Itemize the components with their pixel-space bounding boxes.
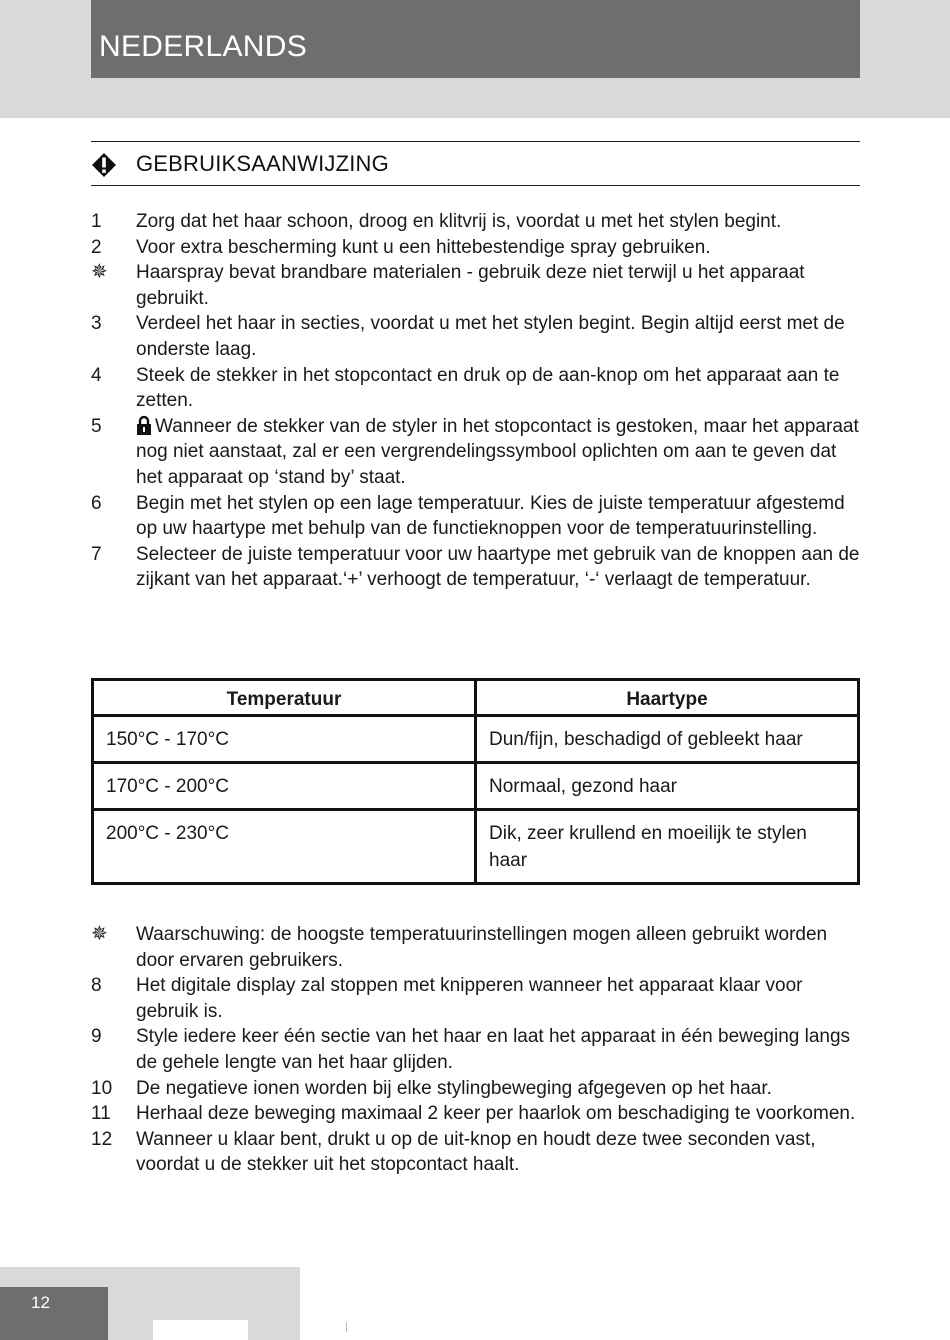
- step-10: [91, 1076, 866, 1102]
- page-number: 12: [31, 1293, 50, 1312]
- instruction-list: [91, 209, 866, 593]
- section-header: [91, 141, 860, 186]
- step-text: Wanneer u klaar bent, drukt u op de uit-knop en houdt deze twee seconden vast, voordat u de stekker uit het stopcontact haalt.: [136, 1128, 816, 1176]
- step-3: [91, 311, 866, 362]
- step-1: [91, 209, 866, 235]
- table-row: [93, 763, 859, 810]
- language-title: NEDERLANDS: [99, 30, 308, 63]
- table-row: [93, 810, 859, 884]
- caution-text: Haarspray bevat brandbare materialen - gebruik deze niet terwijl u het apparaat gebruikt.: [136, 262, 805, 309]
- temperature-cell: 170°C - 200°C: [93, 763, 476, 810]
- step-4: [91, 363, 866, 414]
- section-title: GEBRUIKSAANWIJZING: [136, 151, 389, 176]
- step-12: [91, 1127, 866, 1178]
- hairtype-cell: Dik, zeer krullend en moeilijk te stylen haar: [476, 810, 859, 884]
- step-6: [91, 491, 866, 542]
- step-7: [91, 542, 866, 593]
- table-row: [93, 716, 859, 763]
- temperature-cell: 200°C - 230°C: [93, 810, 476, 884]
- step-text: Wanneer de stekker van de styler in het stopcontact is gestoken, maar het apparaat nog niet aanstaat, zal er een vergrendelingssymbool oplichten om aan te geven dat het apparaat op ‘stand by’ staat.: [136, 415, 859, 488]
- step-9: [91, 1024, 866, 1075]
- step-8: [91, 973, 866, 1024]
- starburst-icon: ✵: [91, 923, 108, 945]
- step-number: 9: [91, 1026, 102, 1048]
- lock-icon: [136, 415, 152, 435]
- step-text: Herhaal deze beweging maximaal 2 keer per haarlok om beschadiging te voorkomen.: [136, 1103, 856, 1125]
- step-number: 2: [91, 236, 102, 258]
- language-header: [91, 0, 860, 78]
- step-2: [91, 235, 866, 261]
- column-header-hairtype: Haartype: [476, 680, 859, 716]
- step-number: 1: [91, 211, 102, 232]
- step-number: 5: [91, 415, 102, 437]
- footer-decoration: [153, 1320, 248, 1340]
- step-5: [91, 414, 866, 491]
- step-number: 12: [91, 1128, 113, 1150]
- step-text: Voor extra bescherming kunt u een hittebestendige spray gebruiken.: [136, 236, 711, 258]
- step-text: Zorg dat het haar schoon, droog en klitvrij is, voordat u met het stylen begint.: [136, 211, 782, 232]
- warning-text: Waarschuwing: de hoogste temperatuurinstellingen mogen alleen gebruikt worden door ervaren gebruikers.: [136, 924, 828, 971]
- step-number: 4: [91, 364, 102, 386]
- step-text: Begin met het stylen op een lage temperatuur. Kies de juiste temperatuur afgestemd op uw haartype met behulp van de functieknoppen voor de temperatuurinstelling.: [136, 492, 845, 540]
- hairtype-cell: Normaal, gezond haar: [476, 763, 859, 810]
- step-text: Selecteer de juiste temperatuur voor uw haartype met gebruik van de knoppen aan de zijkant van het apparaat.‘+’ verhoogt de temperatuur, ‘-‘ verlaagt de temperatuur.: [136, 543, 860, 591]
- step-text: Steek de stekker in het stopcontact en druk op de aan-knop om het apparaat aan te zetten.: [136, 364, 840, 412]
- temperature-cell: 150°C - 170°C: [93, 716, 476, 763]
- step-text: Verdeel het haar in secties, voordat u met het stylen begint. Begin altijd eerst met de onderste laag.: [136, 313, 845, 360]
- step-text: Style iedere keer één sectie van het haar en laat het apparaat in één beweging langs de gehele lengte van het haar glijden.: [136, 1026, 851, 1073]
- step-text-wrap: [136, 414, 866, 491]
- warning-note: [91, 922, 866, 973]
- caution-note: [91, 260, 866, 311]
- step-number: 10: [91, 1077, 113, 1099]
- table-header-row: [93, 680, 859, 716]
- instruction-list-continued: [91, 922, 866, 1178]
- step-11: [91, 1101, 866, 1127]
- page-number-box: [0, 1287, 108, 1340]
- step-number: 7: [91, 543, 102, 565]
- hairtype-cell: Dun/fijn, beschadigd of gebleekt haar: [476, 716, 859, 763]
- step-number: 6: [91, 492, 102, 514]
- step-number: 8: [91, 975, 102, 997]
- column-header-temperature: Temperatuur: [93, 680, 476, 716]
- step-text: Het digitale display zal stoppen met knipperen wanneer het apparaat klaar voor gebruik is.: [136, 975, 803, 1022]
- warning-diamond-icon: [91, 152, 117, 178]
- temperature-table: [91, 678, 860, 885]
- starburst-icon: ✵: [91, 261, 108, 284]
- step-number: 11: [91, 1103, 111, 1125]
- step-number: 3: [91, 313, 102, 335]
- footer-tick: [346, 1322, 347, 1332]
- step-text: De negatieve ionen worden bij elke stylingbeweging afgegeven op het haar.: [136, 1077, 772, 1099]
